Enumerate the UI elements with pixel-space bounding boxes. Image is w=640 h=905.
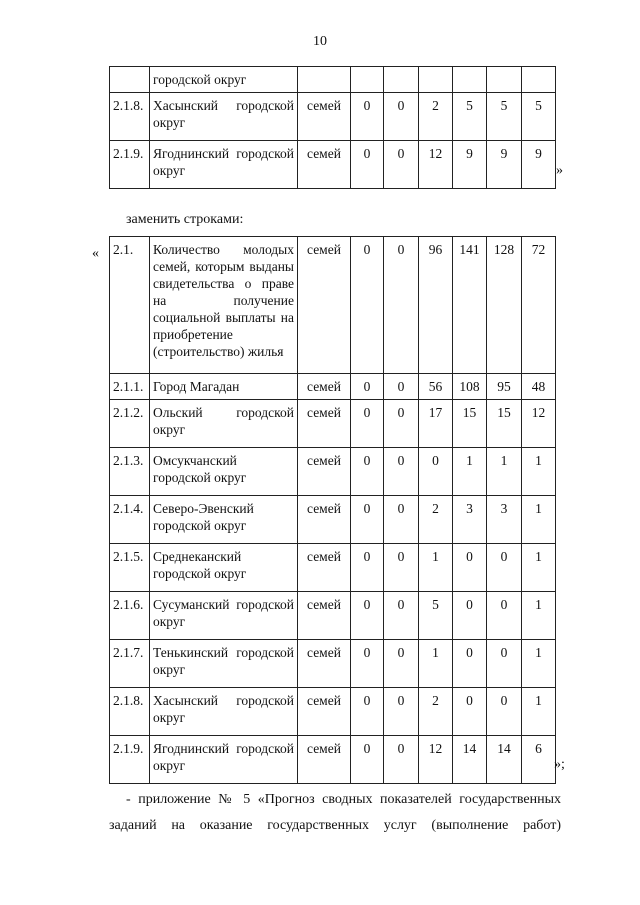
table-row bbox=[110, 448, 556, 496]
intro-text: заменить строками: bbox=[126, 212, 244, 227]
row-value: 17 bbox=[419, 400, 453, 448]
row-value: 0 bbox=[384, 93, 419, 141]
row-unit: семей bbox=[298, 496, 351, 544]
row-number: 2.1.2. bbox=[110, 400, 150, 448]
row-value: 1 bbox=[487, 448, 522, 496]
table-row bbox=[110, 688, 556, 736]
row-unit: семей bbox=[298, 374, 351, 400]
row-value: 141 bbox=[453, 237, 487, 374]
row-name: Ольский городской округ bbox=[150, 400, 298, 448]
row-value: 0 bbox=[351, 640, 384, 688]
row-value: 0 bbox=[384, 374, 419, 400]
table-row bbox=[110, 544, 556, 592]
row-value: 9 bbox=[522, 141, 556, 189]
row-number: 2.1.8. bbox=[110, 93, 150, 141]
row-value: 1 bbox=[522, 544, 556, 592]
row-value: 1 bbox=[522, 640, 556, 688]
table-row bbox=[110, 400, 556, 448]
row-value: 0 bbox=[384, 688, 419, 736]
table-row bbox=[110, 237, 556, 374]
row-value: 48 bbox=[522, 374, 556, 400]
table-row bbox=[110, 67, 556, 93]
row-value: 0 bbox=[453, 544, 487, 592]
row-value: 0 bbox=[384, 544, 419, 592]
row-value: 0 bbox=[351, 688, 384, 736]
row-value: 0 bbox=[351, 496, 384, 544]
row-value: 0 bbox=[351, 237, 384, 374]
row-value: 0 bbox=[419, 448, 453, 496]
row-value: 5 bbox=[487, 93, 522, 141]
page-number: 10 bbox=[313, 34, 327, 49]
row-value: 14 bbox=[453, 736, 487, 784]
row-value: 0 bbox=[453, 688, 487, 736]
row-value: 0 bbox=[487, 688, 522, 736]
row-value: 0 bbox=[351, 736, 384, 784]
row-value: 9 bbox=[487, 141, 522, 189]
row-value: 95 bbox=[487, 374, 522, 400]
row-value: 0 bbox=[384, 592, 419, 640]
row-value: 12 bbox=[419, 141, 453, 189]
row-value: 0 bbox=[384, 237, 419, 374]
row-unit: семей bbox=[298, 688, 351, 736]
row-value bbox=[453, 67, 487, 93]
row-value: 1 bbox=[419, 640, 453, 688]
row-value: 14 bbox=[487, 736, 522, 784]
row-value: 0 bbox=[351, 544, 384, 592]
row-name: Количество молодых семей, которым выданы свидетельства о праве на получение социальной выплаты на приобретение (строительство) жилья bbox=[150, 237, 298, 374]
table-row bbox=[110, 93, 556, 141]
row-name: Среднеканский городской округ bbox=[150, 544, 298, 592]
closing-quote-mark: » bbox=[556, 163, 563, 178]
row-value bbox=[419, 67, 453, 93]
row-name: городской округ bbox=[150, 67, 298, 93]
row-value bbox=[384, 67, 419, 93]
row-value: 5 bbox=[522, 93, 556, 141]
row-value: 0 bbox=[384, 141, 419, 189]
opening-quote-mark: « bbox=[92, 246, 99, 261]
table-previous-rows bbox=[109, 66, 556, 189]
row-number: 2.1.9. bbox=[110, 141, 150, 189]
row-value: 0 bbox=[487, 592, 522, 640]
row-value: 0 bbox=[351, 141, 384, 189]
row-value: 5 bbox=[419, 592, 453, 640]
row-value: 1 bbox=[522, 592, 556, 640]
row-unit: семей bbox=[298, 544, 351, 592]
table-row bbox=[110, 592, 556, 640]
row-value: 12 bbox=[522, 400, 556, 448]
row-value: 96 bbox=[419, 237, 453, 374]
row-unit: семей bbox=[298, 400, 351, 448]
row-value: 3 bbox=[453, 496, 487, 544]
table-replacement-rows bbox=[109, 236, 556, 784]
row-number: 2.1.8. bbox=[110, 688, 150, 736]
paragraph-line: - приложение № 5 «Прогноз сводных показателей государственных bbox=[126, 792, 561, 807]
row-unit: семей bbox=[298, 592, 351, 640]
row-number: 2.1.5. bbox=[110, 544, 150, 592]
row-number: 2.1. bbox=[110, 237, 150, 374]
row-name: Город Магадан bbox=[150, 374, 298, 400]
row-number: 2.1.6. bbox=[110, 592, 150, 640]
row-unit: семей bbox=[298, 237, 351, 374]
row-number bbox=[110, 67, 150, 93]
row-value: 1 bbox=[522, 448, 556, 496]
table-row bbox=[110, 640, 556, 688]
row-unit: семей bbox=[298, 448, 351, 496]
row-value: 1 bbox=[453, 448, 487, 496]
row-value: 0 bbox=[384, 736, 419, 784]
row-value: 0 bbox=[351, 400, 384, 448]
row-name: Тенькинский городской округ bbox=[150, 640, 298, 688]
row-value: 2 bbox=[419, 93, 453, 141]
row-value: 0 bbox=[453, 592, 487, 640]
row-number: 2.1.1. bbox=[110, 374, 150, 400]
row-unit bbox=[298, 67, 351, 93]
row-value: 0 bbox=[351, 448, 384, 496]
row-value: 0 bbox=[487, 544, 522, 592]
row-value: 108 bbox=[453, 374, 487, 400]
row-name: Сусуманский городской округ bbox=[150, 592, 298, 640]
row-value: 6 bbox=[522, 736, 556, 784]
row-value: 1 bbox=[522, 496, 556, 544]
row-name: Хасынский городской округ bbox=[150, 93, 298, 141]
row-number: 2.1.9. bbox=[110, 736, 150, 784]
table-row bbox=[110, 374, 556, 400]
row-value bbox=[487, 67, 522, 93]
row-name: Ягоднинский городской округ bbox=[150, 736, 298, 784]
row-name: Ягоднинский городской округ bbox=[150, 141, 298, 189]
row-value: 0 bbox=[351, 93, 384, 141]
row-value: 12 bbox=[419, 736, 453, 784]
row-name: Омсукчанский городской округ bbox=[150, 448, 298, 496]
row-value: 0 bbox=[384, 496, 419, 544]
row-value: 1 bbox=[419, 544, 453, 592]
row-value: 56 bbox=[419, 374, 453, 400]
row-value: 128 bbox=[487, 237, 522, 374]
row-value: 5 bbox=[453, 93, 487, 141]
row-value: 15 bbox=[453, 400, 487, 448]
row-value: 2 bbox=[419, 688, 453, 736]
row-value bbox=[351, 67, 384, 93]
row-value: 3 bbox=[487, 496, 522, 544]
row-value: 15 bbox=[487, 400, 522, 448]
closing-quote-mark: »; bbox=[554, 757, 565, 772]
row-value: 0 bbox=[384, 448, 419, 496]
row-value: 1 bbox=[522, 688, 556, 736]
row-value: 2 bbox=[419, 496, 453, 544]
row-number: 2.1.4. bbox=[110, 496, 150, 544]
row-value bbox=[522, 67, 556, 93]
row-unit: семей bbox=[298, 141, 351, 189]
row-value: 0 bbox=[487, 640, 522, 688]
row-unit: семей bbox=[298, 93, 351, 141]
row-unit: семей bbox=[298, 736, 351, 784]
row-unit: семей bbox=[298, 640, 351, 688]
row-name: Северо-Эвенский городской округ bbox=[150, 496, 298, 544]
table-row bbox=[110, 141, 556, 189]
row-name: Хасынский городской округ bbox=[150, 688, 298, 736]
row-number: 2.1.7. bbox=[110, 640, 150, 688]
row-value: 0 bbox=[384, 640, 419, 688]
row-value: 0 bbox=[384, 400, 419, 448]
row-value: 0 bbox=[351, 592, 384, 640]
table-row bbox=[110, 736, 556, 784]
row-number: 2.1.3. bbox=[110, 448, 150, 496]
paragraph-line: заданий на оказание государственных услуг (выполнение работ) bbox=[109, 818, 561, 833]
table-row bbox=[110, 496, 556, 544]
row-value: 72 bbox=[522, 237, 556, 374]
row-value: 0 bbox=[453, 640, 487, 688]
row-value: 0 bbox=[351, 374, 384, 400]
row-value: 9 bbox=[453, 141, 487, 189]
